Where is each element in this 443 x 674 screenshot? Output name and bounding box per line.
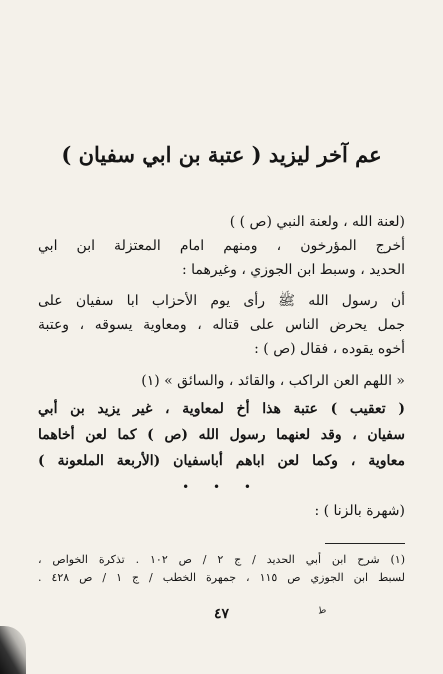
text-line-9: سفيان ، وقد لعنهما رسول الله (ص ) كما لعن أخاهما [38, 427, 405, 443]
footnote-divider [325, 543, 405, 544]
text-line-7: « اللهم العن الراكب ، والقائد ، والسائق » (١) [141, 373, 405, 389]
chapter-title: عم آخر ليزيد ( عتبة بن ابي سفيان ) [61, 142, 382, 167]
footnote-line-1: (١) شرح ابن أبي الحديد / ج ٢ / ص ١٠٢ . تذكرة الخواص ، [38, 553, 406, 566]
text-line-5: جمل يحرض الناس على قتاله ، ومعاوية يسوقه ، وعتبة [38, 317, 405, 333]
text-line-10: معاوية ، وكما لعن اباهم أباسفيان (الأربعة الملعونة ) [38, 453, 405, 469]
text-line-11: (شهرة بالزنا ) : [314, 503, 405, 519]
footnote-line-2: لسبط ابن الجوزي ص ١١٥ ، جمهرة الخطب / ج ١ / ص ٤٢٨ . [38, 571, 405, 584]
text-line-1: (لعنة الله ، ولعنة النبي (ص ) ) [229, 214, 405, 230]
text-line-8: ( تعقيب ) عتبة هذا أخ لمعاوية ، غير يزيد بن أبي [38, 401, 405, 417]
text-line-4: أن رسول الله ﷺ رأى يوم الأحزاب ابا سفيان على [38, 293, 405, 309]
scan-smudge [0, 626, 26, 674]
section-separator: • • • [182, 480, 261, 494]
page-number: ٤٧ [213, 606, 230, 622]
text-line-6: أخوه يقوده ، فقال (ص ) : [254, 341, 405, 357]
text-line-3: الحديد ، وسبط ابن الجوزي ، وغيرهما : [181, 262, 405, 278]
corner-mark: ط [317, 605, 328, 617]
text-line-2: أخرج المؤرخون ، ومنهم امام المعتزلة ابن ابي [38, 238, 405, 254]
